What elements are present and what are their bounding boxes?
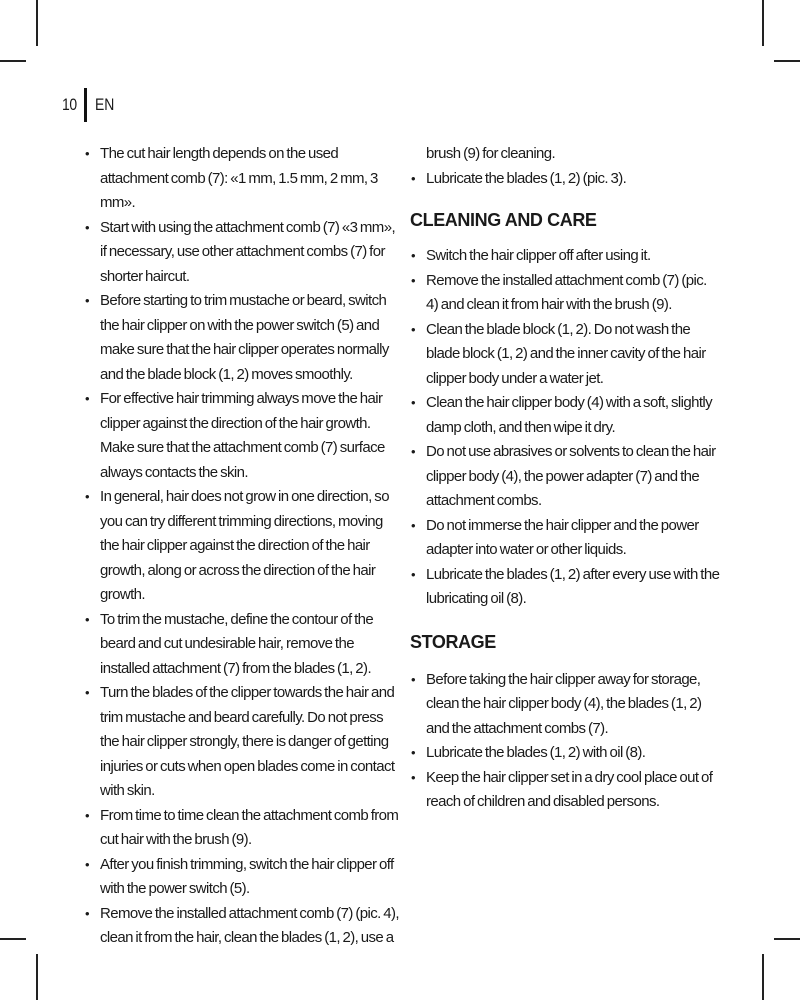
list-item: • Lubricate the blades (1, 2) with oil (8). xyxy=(410,741,720,766)
list-item: • Remove the installed attachment comb (7) (pic. 4) and clean it from hair with the brush (9). xyxy=(410,269,720,318)
header-divider xyxy=(84,88,87,122)
usage-list xyxy=(84,142,400,951)
left-column xyxy=(84,142,400,951)
list-item: • Clean the hair clipper body (4) with a soft, slightly damp cloth, and then wipe it dry. xyxy=(410,391,720,440)
page-number: 10 xyxy=(62,95,77,114)
list-item: • Lubricate the blades (1, 2) (pic. 3). xyxy=(410,167,720,192)
continued-text: brush (9) for cleaning. xyxy=(426,145,556,162)
language-label: EN xyxy=(94,95,115,114)
usage-list-continued xyxy=(410,167,720,192)
list-item: • Lubricate the blades (1, 2) after every use with the lubricating oil (8). xyxy=(410,563,720,612)
storage-list xyxy=(410,668,720,815)
list-item: • Turn the blades of the clipper towards the hair and trim mustache and beard carefully. Do not press the hair clipper strongly, there is danger of getting injuries or cuts when open blades come in contact with skin. xyxy=(84,681,400,804)
crop-mark-top-left xyxy=(36,0,38,46)
list-item: • The cut hair length depends on the used attachment comb (7): «1 mm, 1.5 mm, 2 mm, 3 mm». xyxy=(84,142,400,216)
list-item: • Clean the blade block (1, 2). Do not wash the blade block (1, 2) and the inner cavity of the hair clipper body under a water jet. xyxy=(410,318,720,392)
list-item: • Keep the hair clipper set in a dry cool place out of reach of children and disabled persons. xyxy=(410,766,720,815)
section-heading-cleaning: CLEANING AND CARE xyxy=(410,210,597,230)
crop-mark-top-right xyxy=(762,0,764,46)
page-header xyxy=(62,88,119,122)
list-item: • Do not immerse the hair clipper and the power adapter into water or other liquids. xyxy=(410,514,720,563)
crop-mark-bottom-left-h xyxy=(0,938,26,940)
crop-mark-bottom-left xyxy=(36,954,38,1000)
list-item: • Remove the installed attachment comb (7) (pic. 4), clean it from the hair, clean the blades (1, 2), use a xyxy=(84,902,400,951)
list-item: • For effective hair trimming always move the hair clipper against the direction of the hair growth. Make sure that the attachment comb (7) surface always contacts the skin. xyxy=(84,387,400,485)
list-item: • Before taking the hair clipper away for storage, clean the hair clipper body (4), the blades (1, 2) and the attachment combs (7). xyxy=(410,668,720,742)
list-item: • In general, hair does not grow in one direction, so you can try different trimming directions, moving the hair clipper against the direction of the hair growth, along or across the direction of the hair growth. xyxy=(84,485,400,608)
list-item: • From time to time clean the attachment comb from cut hair with the brush (9). xyxy=(84,804,400,853)
list-item: • After you finish trimming, switch the hair clipper off with the power switch (5). xyxy=(84,853,400,902)
list-item: • Switch the hair clipper off after using it. xyxy=(410,244,720,269)
cleaning-list xyxy=(410,244,720,612)
list-item: • To trim the mustache, define the contour of the beard and cut undesirable hair, remove the installed attachment (7) from the blades (1, 2). xyxy=(84,608,400,682)
list-item: • Before starting to trim mustache or beard, switch the hair clipper on with the power switch (5) and make sure that the hair clipper operates normally and the blade block (1, 2) moves smoothly. xyxy=(84,289,400,387)
crop-mark-bottom-right xyxy=(762,954,764,1000)
list-item: • Do not use abrasives or solvents to clean the hair clipper body (4), the power adapter (7) and the attachment combs. xyxy=(410,440,720,514)
crop-mark-top-left-h xyxy=(0,60,26,62)
right-column xyxy=(410,142,720,815)
crop-mark-top-right-h xyxy=(774,60,800,62)
section-heading-storage: STORAGE xyxy=(410,631,496,652)
crop-mark-bottom-right-h xyxy=(774,938,800,940)
list-item: • Start with using the attachment comb (7) «3 mm», if necessary, use other attachment combs (7) for shorter haircut. xyxy=(84,216,400,290)
